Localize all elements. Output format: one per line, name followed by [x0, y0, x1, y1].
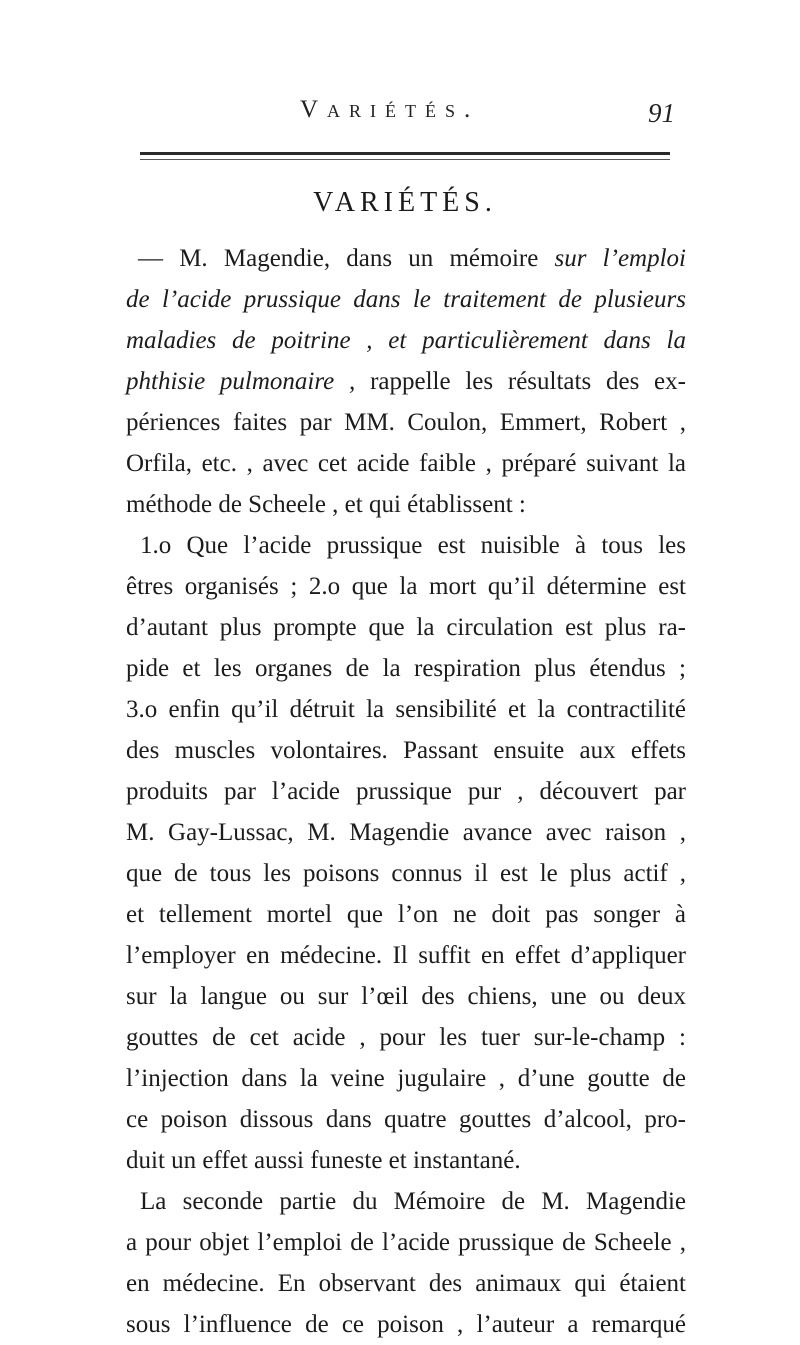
body-text [126, 238, 686, 1345]
text-line [126, 894, 686, 935]
header-rule [140, 152, 670, 155]
text-line [126, 320, 686, 361]
text-line [126, 238, 686, 279]
text-line [126, 771, 686, 812]
header-rule-thin [140, 159, 670, 160]
line-text: l’employer en médecine. Il suffit en effet d’appliquer [126, 942, 686, 969]
line-text: gouttes de cet acide , pour les tuer sur-le-champ : [126, 1024, 686, 1051]
text-line [126, 361, 686, 402]
line-text: Orfila, etc. , avec cet acide faible , préparé suivant la [126, 450, 686, 477]
line-text: a pour objet l’emploi de l’acide prussique de Scheele , [126, 1229, 686, 1256]
page-number: 91 [648, 98, 675, 128]
text-line [126, 812, 686, 853]
text-line [126, 525, 686, 566]
running-head [0, 96, 800, 136]
line-text: pide et les organes de la respiration plus étendus ; [126, 655, 686, 682]
line-text: des muscles volontaires. Passant ensuite aux effets [126, 737, 686, 764]
line-text: produits par l’acide prussique pur , découvert par [126, 778, 686, 805]
line-text: êtres organisés ; 2.o que la mort qu’il détermine est [126, 573, 686, 600]
line-text: que de tous les poisons connus il est le plus actif , [126, 860, 686, 887]
text-line [126, 1181, 686, 1222]
line-text: périences faites par MM. Coulon, Emmert, Robert , [126, 409, 686, 436]
text-line [126, 1304, 686, 1345]
line-italic: sur l’emploi [554, 245, 686, 272]
text-line [126, 443, 686, 484]
line-text: ce poison dissous dans quatre gouttes d’alcool, pro- [126, 1106, 686, 1133]
line-text: 3.o enfin qu’il détruit la sensibilité et la contractilité [126, 696, 686, 723]
line-text: duit un effet aussi funeste et instantané. [126, 1147, 521, 1174]
running-title: Variétés. [300, 96, 480, 123]
text-line [126, 689, 686, 730]
line-text: — M. Magendie, dans un mémoire [138, 245, 555, 272]
text-line [126, 1222, 686, 1263]
line-text: sous l’influence de ce poison , l’auteur a remarqué [126, 1311, 686, 1338]
section-title: VARIÉTÉS. [313, 187, 497, 218]
line-text: d’autant plus prompte que la circulation est plus ra- [126, 614, 686, 641]
line-text: sur la langue ou sur l’œil des chiens, une ou deux [126, 983, 686, 1010]
text-line [126, 976, 686, 1017]
text-line [126, 402, 686, 443]
text-line [126, 853, 686, 894]
line-italic: de l’acide prussique dans le traitement de plusieurs [126, 286, 686, 313]
line-text: M. Gay-Lussac, M. Magendie avance avec raison , [126, 819, 686, 846]
text-line [126, 935, 686, 976]
text-line [126, 1263, 686, 1304]
text-line [126, 566, 686, 607]
text-line [126, 1017, 686, 1058]
line-text: La seconde partie du Mémoire de M. Magendie [140, 1188, 686, 1215]
line-text: et tellement mortel que l’on ne doit pas songer à [126, 901, 686, 928]
text-line [126, 730, 686, 771]
line-italic: phthisie pulmonaire , [126, 368, 356, 395]
line-text: l’injection dans la veine jugulaire , d’une goutte de [126, 1065, 686, 1092]
line-italic: maladies de poitrine , et particulièrement dans la [126, 327, 686, 354]
line-text: rappelle les résultats des ex- [355, 368, 686, 395]
text-line [126, 1099, 686, 1140]
line-text: 1.o Que l’acide prussique est nuisible à tous les [140, 532, 686, 559]
text-line [126, 279, 686, 320]
line-text: en médecine. En observant des animaux qui étaient [126, 1270, 686, 1297]
line-text: méthode de Scheele , et qui établissent : [126, 491, 526, 518]
text-line [126, 1140, 686, 1181]
text-line [126, 1058, 686, 1099]
text-line [126, 484, 686, 525]
text-line [126, 648, 686, 689]
text-line [126, 607, 686, 648]
